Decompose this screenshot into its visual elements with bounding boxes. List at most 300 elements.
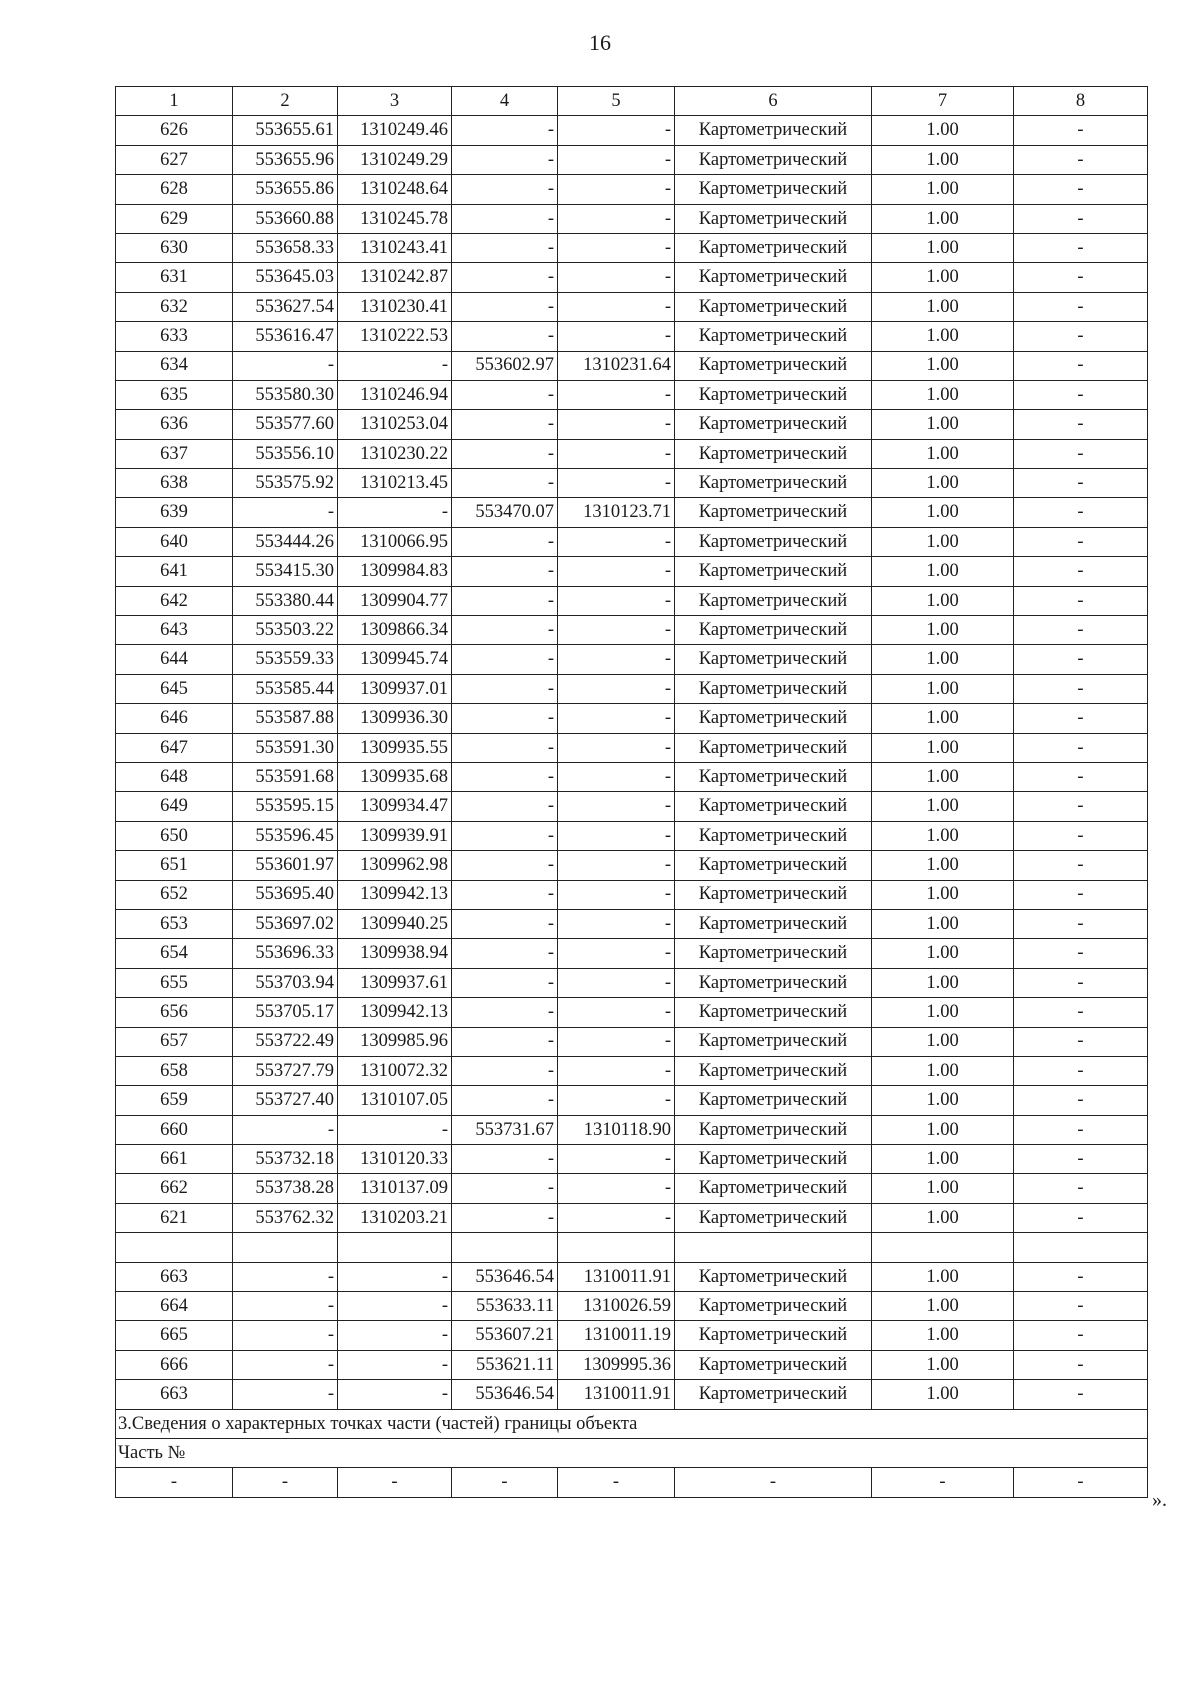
table-cell-col-4: 553646.54 xyxy=(452,1262,558,1291)
table-cell-col-6: Картометрический xyxy=(675,909,872,938)
table-cell-col-1: 652 xyxy=(116,880,233,909)
table-row xyxy=(116,1115,1148,1144)
table-cell-col-1: 663 xyxy=(116,1262,233,1291)
table-cell-col-8: - xyxy=(1014,557,1148,586)
table-cell-col-7: 1.00 xyxy=(872,704,1014,733)
table-cell-col-2: 553660.88 xyxy=(233,204,338,233)
table-cell-col-8: - xyxy=(1014,233,1148,262)
table-cell-col-5: - xyxy=(558,792,675,821)
table-cell-col-8: - xyxy=(1014,674,1148,703)
table-row xyxy=(116,292,1148,321)
table-row xyxy=(116,968,1148,997)
table-cell-col-8: - xyxy=(1014,116,1148,145)
table-row xyxy=(116,410,1148,439)
table-cell-col-4: 553607.21 xyxy=(452,1321,558,1350)
table-cell-col-7: 1.00 xyxy=(872,351,1014,380)
table-cell-col-5: - xyxy=(558,704,675,733)
table-cell-col-7: 1.00 xyxy=(872,1086,1014,1115)
final-table-row xyxy=(116,1468,1148,1497)
table-cell-col-5: - xyxy=(558,821,675,850)
table-cell-col-1 xyxy=(116,1233,233,1262)
table-cell-col-6: 6 xyxy=(675,87,872,116)
table-cell-col-4: - xyxy=(452,792,558,821)
table-cell-col-2: 553695.40 xyxy=(233,880,338,909)
table-cell-col-2: 553444.26 xyxy=(233,527,338,556)
table-row xyxy=(116,175,1148,204)
table-row xyxy=(116,233,1148,262)
table-cell-col-1: 646 xyxy=(116,704,233,733)
table-cell-col-3: 1309904.77 xyxy=(338,586,452,615)
table-cell-col-1: 631 xyxy=(116,263,233,292)
table-row xyxy=(116,880,1148,909)
table-cell-col-7: 1.00 xyxy=(872,733,1014,762)
table-cell-col-1: 649 xyxy=(116,792,233,821)
table-cell-col-8: - xyxy=(1014,1321,1148,1350)
table-cell-col-8: - xyxy=(1014,204,1148,233)
table-cell-col-2: 553559.33 xyxy=(233,645,338,674)
table-row xyxy=(116,792,1148,821)
table-cell-col-4: - xyxy=(452,380,558,409)
table-cell-col-6: Картометрический xyxy=(675,1262,872,1291)
table-cell-col-6: Картометрический xyxy=(675,1350,872,1379)
table-cell-col-8: - xyxy=(1014,292,1148,321)
table-cell-col-2: - xyxy=(233,1321,338,1350)
table-cell-col-1: - xyxy=(116,1468,233,1497)
table-cell-col-4: - xyxy=(452,1203,558,1232)
table-cell-col-4: - xyxy=(452,674,558,703)
table-cell-col-3: 1310230.22 xyxy=(338,439,452,468)
table-cell-col-1: 636 xyxy=(116,410,233,439)
table-cell-col-4: - xyxy=(452,645,558,674)
table-cell-col-6: Картометрический xyxy=(675,998,872,1027)
table-cell-col-7: 1.00 xyxy=(872,1350,1014,1379)
table-cell-col-7: 1.00 xyxy=(872,1145,1014,1174)
table-cell-col-7: 1.00 xyxy=(872,792,1014,821)
table-cell-col-1: 642 xyxy=(116,586,233,615)
table-cell-col-4: 4 xyxy=(452,87,558,116)
table-row xyxy=(116,1086,1148,1115)
table-body xyxy=(116,87,1148,1498)
table-cell-col-8: - xyxy=(1014,1086,1148,1115)
table-cell-col-7: 1.00 xyxy=(872,1292,1014,1321)
table-cell-col-8: - xyxy=(1014,1203,1148,1232)
table-cell-col-5: - xyxy=(558,233,675,262)
table-cell-col-4: - xyxy=(452,527,558,556)
table-cell-col-3: 1309962.98 xyxy=(338,851,452,880)
table-cell-col-6: Картометрический xyxy=(675,469,872,498)
table-cell-col-2: 553595.15 xyxy=(233,792,338,821)
table-cell-col-1: 645 xyxy=(116,674,233,703)
table-row xyxy=(116,998,1148,1027)
table-cell-col-5: - xyxy=(558,586,675,615)
table-row xyxy=(116,821,1148,850)
table-cell-col-3: 1310249.29 xyxy=(338,145,452,174)
table-cell-col-7: 7 xyxy=(872,87,1014,116)
table-cell-col-1: 1 xyxy=(116,87,233,116)
table-cell-col-5: - xyxy=(558,145,675,174)
table-cell-col-3: - xyxy=(338,1321,452,1350)
table-row xyxy=(116,322,1148,351)
table-cell-col-2: 553556.10 xyxy=(233,439,338,468)
table-cell-col-3: 1310120.33 xyxy=(338,1145,452,1174)
table-cell-col-8: - xyxy=(1014,586,1148,615)
table-cell-col-2: 553591.30 xyxy=(233,733,338,762)
table-row xyxy=(116,498,1148,527)
table-cell-col-3: 1310245.78 xyxy=(338,204,452,233)
table-cell-col-2: 553575.92 xyxy=(233,469,338,498)
table-cell-col-6: Картометрический xyxy=(675,733,872,762)
table-cell-col-1: 637 xyxy=(116,439,233,468)
table-row xyxy=(116,469,1148,498)
table-cell-col-3: 1310246.94 xyxy=(338,380,452,409)
table-cell-col-4: - xyxy=(452,145,558,174)
table-cell-col-2: 553727.79 xyxy=(233,1056,338,1085)
table-cell-col-6: Картометрический xyxy=(675,792,872,821)
table-cell-col-4: - xyxy=(452,233,558,262)
table-cell-col-7: 1.00 xyxy=(872,175,1014,204)
table-cell-col-1: 648 xyxy=(116,762,233,791)
table-cell-col-4: 553470.07 xyxy=(452,498,558,527)
table-cell-col-1: 635 xyxy=(116,380,233,409)
table-cell-col-5: - xyxy=(558,322,675,351)
table-cell-col-8: - xyxy=(1014,1468,1148,1497)
table-cell-col-6: Картометрический xyxy=(675,616,872,645)
table-cell-col-7: 1.00 xyxy=(872,674,1014,703)
table-cell-col-7: 1.00 xyxy=(872,1115,1014,1144)
table-cell-col-7: 1.00 xyxy=(872,851,1014,880)
table-cell-col-3: 1310222.53 xyxy=(338,322,452,351)
table-row xyxy=(116,1233,1148,1262)
table-cell-col-8: - xyxy=(1014,527,1148,556)
table-cell-col-2: 553703.94 xyxy=(233,968,338,997)
table-cell-col-6: Картометрический xyxy=(675,1027,872,1056)
table-row xyxy=(116,1380,1148,1409)
table-cell-col-5: - xyxy=(558,175,675,204)
table-cell-col-2: 553722.49 xyxy=(233,1027,338,1056)
table-cell-col-6: Картометрический xyxy=(675,410,872,439)
table-cell-col-8: - xyxy=(1014,821,1148,850)
table-cell-col-8: - xyxy=(1014,968,1148,997)
table-cell-col-2: 553503.22 xyxy=(233,616,338,645)
table-row xyxy=(116,586,1148,615)
table-cell-col-7: 1.00 xyxy=(872,939,1014,968)
table-row xyxy=(116,527,1148,556)
table-header-row xyxy=(116,87,1148,116)
table-cell-col-4: 553646.54 xyxy=(452,1380,558,1409)
table-cell-col-1: 664 xyxy=(116,1292,233,1321)
table-cell-col-1: 651 xyxy=(116,851,233,880)
table-cell-col-4: - xyxy=(452,439,558,468)
table-cell-col-7: 1.00 xyxy=(872,204,1014,233)
table-cell-col-5: - xyxy=(558,439,675,468)
table-cell-col-3: 1310137.09 xyxy=(338,1174,452,1203)
table-cell-col-7: 1.00 xyxy=(872,380,1014,409)
table-cell-col-5: 1310231.64 xyxy=(558,351,675,380)
table-cell-col-3 xyxy=(338,1233,452,1262)
table-cell-col-6: Картометрический xyxy=(675,145,872,174)
table-cell-col-8: - xyxy=(1014,1145,1148,1174)
table-cell-col-1: 653 xyxy=(116,909,233,938)
table-cell-col-8: - xyxy=(1014,380,1148,409)
table-cell-col-1: 666 xyxy=(116,1350,233,1379)
table-row xyxy=(116,939,1148,968)
table-cell-col-5: - xyxy=(558,733,675,762)
table-cell-col-1: 641 xyxy=(116,557,233,586)
table-cell-col-6: - xyxy=(675,1468,872,1497)
table-cell-col-4: 553731.67 xyxy=(452,1115,558,1144)
table-cell-col-7: 1.00 xyxy=(872,439,1014,468)
table-cell-col-7: 1.00 xyxy=(872,1203,1014,1232)
table-cell-col-7: 1.00 xyxy=(872,410,1014,439)
table-cell-col-6: Картометрический xyxy=(675,880,872,909)
table-cell-col-7: 1.00 xyxy=(872,527,1014,556)
table-cell-col-4: - xyxy=(452,704,558,733)
table-cell-col-6: Картометрический xyxy=(675,351,872,380)
table-cell-col-2: 553591.68 xyxy=(233,762,338,791)
table-cell-col-1: 632 xyxy=(116,292,233,321)
table-cell-col-3: 1309984.83 xyxy=(338,557,452,586)
table-cell-col-1: 633 xyxy=(116,322,233,351)
table-cell-col-3: - xyxy=(338,1115,452,1144)
table-cell-col-2: - xyxy=(233,1115,338,1144)
table-cell-col-5: 1310011.91 xyxy=(558,1262,675,1291)
table-cell-col-6: Картометрический xyxy=(675,704,872,733)
table-cell-col-5: - xyxy=(558,674,675,703)
table-cell-col-5: - xyxy=(558,1174,675,1203)
table-cell-col-3: - xyxy=(338,498,452,527)
table-cell-col-7: 1.00 xyxy=(872,1321,1014,1350)
table-cell-col-4: - xyxy=(452,821,558,850)
coordinates-table xyxy=(115,86,1148,1498)
table-cell-col-2: 553577.60 xyxy=(233,410,338,439)
table-cell-col-7: 1.00 xyxy=(872,233,1014,262)
table-cell-col-3: 1310203.21 xyxy=(338,1203,452,1232)
table-cell-col-6: Картометрический xyxy=(675,233,872,262)
table-cell-col-5: 1310026.59 xyxy=(558,1292,675,1321)
table-cell-col-6: Картометрический xyxy=(675,968,872,997)
table-cell-col-8: - xyxy=(1014,439,1148,468)
table-cell-col-4: - xyxy=(452,1027,558,1056)
table-cell-col-6: Картометрический xyxy=(675,204,872,233)
table-cell-col-4: - xyxy=(452,410,558,439)
table-cell-col-2: 553655.61 xyxy=(233,116,338,145)
table-cell-col-1: 629 xyxy=(116,204,233,233)
table-row xyxy=(116,204,1148,233)
table-row xyxy=(116,1174,1148,1203)
table-cell-col-5: 1310011.91 xyxy=(558,1380,675,1409)
table-cell-col-5: - xyxy=(558,909,675,938)
table-cell-col-3: 1310242.87 xyxy=(338,263,452,292)
table-row xyxy=(116,1056,1148,1085)
table-cell-col-5: - xyxy=(558,1203,675,1232)
table-cell-col-8: - xyxy=(1014,762,1148,791)
table-cell-col-5: - xyxy=(558,645,675,674)
table-cell-col-7: 1.00 xyxy=(872,322,1014,351)
table-row xyxy=(116,645,1148,674)
table-row xyxy=(116,145,1148,174)
table-cell-col-5: - xyxy=(558,851,675,880)
table-cell-col-4: 553602.97 xyxy=(452,351,558,380)
table-row xyxy=(116,909,1148,938)
table-cell-col-8: - xyxy=(1014,410,1148,439)
table-cell-col-4: - xyxy=(452,968,558,997)
table-row xyxy=(116,851,1148,880)
table-cell-col-7: - xyxy=(872,1468,1014,1497)
table-cell-col-4: - xyxy=(452,263,558,292)
table-cell-col-1: 627 xyxy=(116,145,233,174)
table-cell-col-4: - xyxy=(452,1086,558,1115)
table-cell-col-1: 647 xyxy=(116,733,233,762)
section-title: 3.Сведения о характерных точках части (частей) границы объекта xyxy=(116,1409,1148,1438)
table-cell-col-7: 1.00 xyxy=(872,469,1014,498)
table-cell-col-2: 553616.47 xyxy=(233,322,338,351)
table-cell-col-8: - xyxy=(1014,1262,1148,1291)
table-cell-col-8: - xyxy=(1014,469,1148,498)
table-cell-col-2: - xyxy=(233,498,338,527)
table-cell-col-5: - xyxy=(558,1056,675,1085)
table-cell-col-7 xyxy=(872,1233,1014,1262)
table-cell-col-3: 1309935.68 xyxy=(338,762,452,791)
table-cell-col-8: - xyxy=(1014,1115,1148,1144)
table-cell-col-7: 1.00 xyxy=(872,1262,1014,1291)
table-cell-col-7: 1.00 xyxy=(872,645,1014,674)
table-cell-col-4: - xyxy=(452,616,558,645)
table-cell-col-7: 1.00 xyxy=(872,909,1014,938)
table-cell-col-3: - xyxy=(338,1292,452,1321)
table-cell-col-2: - xyxy=(233,1262,338,1291)
table-cell-col-2: 553705.17 xyxy=(233,998,338,1027)
table-cell-col-3: 1310066.95 xyxy=(338,527,452,556)
table-cell-col-1: 656 xyxy=(116,998,233,1027)
closing-quote: ». xyxy=(1152,1489,1167,1511)
table-cell-col-5: 1310123.71 xyxy=(558,498,675,527)
table-cell-col-6: Картометрический xyxy=(675,939,872,968)
table-cell-col-8: - xyxy=(1014,175,1148,204)
table-cell-col-2: 2 xyxy=(233,87,338,116)
table-cell-col-2: 553655.96 xyxy=(233,145,338,174)
table-cell-col-3: 1310213.45 xyxy=(338,469,452,498)
table-cell-col-1: 654 xyxy=(116,939,233,968)
table-cell-col-7: 1.00 xyxy=(872,116,1014,145)
table-cell-col-6: Картометрический xyxy=(675,1086,872,1115)
table-cell-col-3: - xyxy=(338,351,452,380)
table-cell-col-2: 553627.54 xyxy=(233,292,338,321)
table-cell-col-2: 553415.30 xyxy=(233,557,338,586)
table-cell-col-3: - xyxy=(338,1262,452,1291)
table-cell-col-7: 1.00 xyxy=(872,880,1014,909)
table-cell-col-7: 1.00 xyxy=(872,1174,1014,1203)
table-cell-col-5: - xyxy=(558,469,675,498)
table-cell-col-4 xyxy=(452,1233,558,1262)
table-cell-col-6: Картометрический xyxy=(675,292,872,321)
table-cell-col-2: 553732.18 xyxy=(233,1145,338,1174)
table-cell-col-6: Картометрический xyxy=(675,762,872,791)
table-cell-col-7: 1.00 xyxy=(872,557,1014,586)
table-cell-col-5: 5 xyxy=(558,87,675,116)
table-cell-col-5: - xyxy=(558,1086,675,1115)
table-cell-col-8 xyxy=(1014,1233,1148,1262)
table-cell-col-6: Картометрический xyxy=(675,557,872,586)
table-cell-col-4: - xyxy=(452,851,558,880)
table-cell-col-2: - xyxy=(233,1468,338,1497)
table-cell-col-4: - xyxy=(452,586,558,615)
table-cell-col-3: 1309938.94 xyxy=(338,939,452,968)
table-cell-col-1: 650 xyxy=(116,821,233,850)
table-cell-col-1: 657 xyxy=(116,1027,233,1056)
table-cell-col-3: 1309937.01 xyxy=(338,674,452,703)
table-row xyxy=(116,1145,1148,1174)
table-cell-col-3: 1310249.46 xyxy=(338,116,452,145)
table-cell-col-1: 660 xyxy=(116,1115,233,1144)
table-cell-col-2: - xyxy=(233,351,338,380)
table-cell-col-7: 1.00 xyxy=(872,498,1014,527)
table-cell-col-2: 553697.02 xyxy=(233,909,338,938)
table-cell-col-5: - xyxy=(558,616,675,645)
table-cell-col-7: 1.00 xyxy=(872,998,1014,1027)
table-cell-col-8: - xyxy=(1014,704,1148,733)
table-cell-col-3: 1310243.41 xyxy=(338,233,452,262)
table-cell-col-7: 1.00 xyxy=(872,586,1014,615)
table-cell-col-4: - xyxy=(452,998,558,1027)
table-cell-col-8: - xyxy=(1014,1380,1148,1409)
table-cell-col-2: 553658.33 xyxy=(233,233,338,262)
table-cell-col-8: - xyxy=(1014,263,1148,292)
part-label-row xyxy=(116,1438,1148,1467)
table-cell-col-3: 1310253.04 xyxy=(338,410,452,439)
table-cell-col-5: - xyxy=(558,968,675,997)
table-cell-col-1: 658 xyxy=(116,1056,233,1085)
table-cell-col-2: 553587.88 xyxy=(233,704,338,733)
table-cell-col-8: - xyxy=(1014,1174,1148,1203)
table-cell-col-3: 1309936.30 xyxy=(338,704,452,733)
table-cell-col-5: - xyxy=(558,380,675,409)
table-cell-col-3: 1309934.47 xyxy=(338,792,452,821)
table-row xyxy=(116,263,1148,292)
table-cell-col-6: Картометрический xyxy=(675,586,872,615)
table-cell-col-4: - xyxy=(452,1145,558,1174)
table-cell-col-8: - xyxy=(1014,322,1148,351)
table-cell-col-6 xyxy=(675,1233,872,1262)
table-cell-col-6: Картометрический xyxy=(675,821,872,850)
table-cell-col-6: Картометрический xyxy=(675,645,872,674)
table-cell-col-8: - xyxy=(1014,645,1148,674)
table-cell-col-2: 553596.45 xyxy=(233,821,338,850)
table-cell-col-5: - xyxy=(558,998,675,1027)
table-cell-col-1: 643 xyxy=(116,616,233,645)
table-cell-col-3: - xyxy=(338,1380,452,1409)
table-cell-col-2 xyxy=(233,1233,338,1262)
table-cell-col-6: Картометрический xyxy=(675,1115,872,1144)
table-cell-col-5: - xyxy=(558,116,675,145)
table-cell-col-3: 1309985.96 xyxy=(338,1027,452,1056)
table-cell-col-6: Картометрический xyxy=(675,1203,872,1232)
table-cell-col-3: 3 xyxy=(338,87,452,116)
table-cell-col-1: 630 xyxy=(116,233,233,262)
table-cell-col-7: 1.00 xyxy=(872,145,1014,174)
table-cell-col-5: - xyxy=(558,1145,675,1174)
table-cell-col-5: 1310118.90 xyxy=(558,1115,675,1144)
table-cell-col-5: 1309995.36 xyxy=(558,1350,675,1379)
table-cell-col-8: - xyxy=(1014,1350,1148,1379)
table-cell-col-7: 1.00 xyxy=(872,616,1014,645)
table-cell-col-7: 1.00 xyxy=(872,968,1014,997)
table-cell-col-1: 634 xyxy=(116,351,233,380)
table-cell-col-2: 553645.03 xyxy=(233,263,338,292)
table-cell-col-3: 1309935.55 xyxy=(338,733,452,762)
table-cell-col-4: 553633.11 xyxy=(452,1292,558,1321)
table-cell-col-4: - xyxy=(452,880,558,909)
table-cell-col-5: - xyxy=(558,527,675,556)
